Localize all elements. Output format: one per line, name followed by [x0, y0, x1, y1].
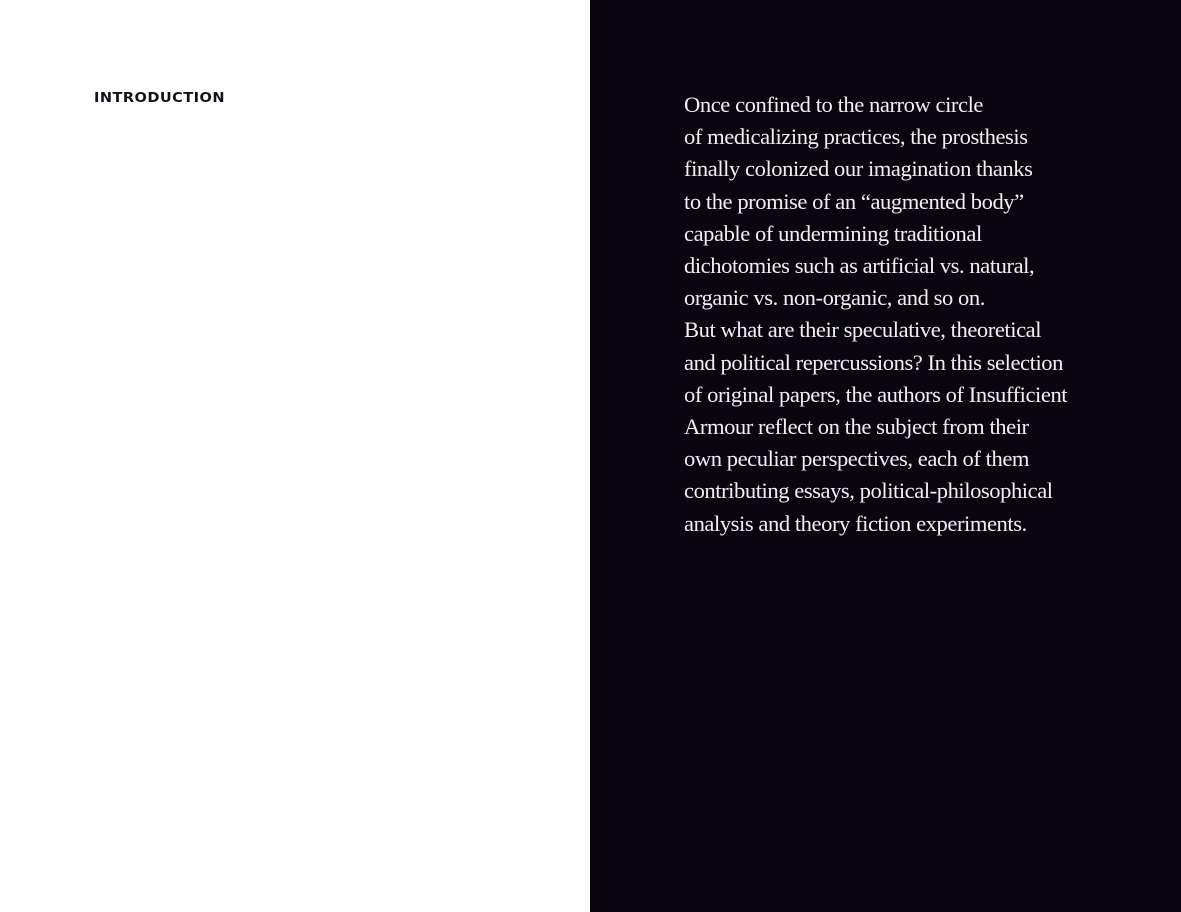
right-page: [590, 0, 1181, 912]
paragraph-line: Armour reflect on the subject from their: [684, 414, 1029, 440]
paragraph-line: own peculiar perspectives, each of them: [684, 446, 1030, 472]
paragraph-line: Once confined to the narrow circle: [684, 92, 983, 117]
paragraph-line: analysis and theory fiction experiments.: [684, 510, 1027, 536]
paragraph-line: capable of undermining traditional: [684, 220, 982, 246]
paragraph-line: organic vs. non-organic, and so on.: [684, 285, 985, 311]
section-heading: INTRODUCTION: [94, 91, 226, 106]
introduction-paragraph: [684, 89, 1154, 540]
left-page: [0, 0, 590, 912]
paragraph-line: of medicalizing practices, the prosthesis: [684, 124, 1028, 150]
paragraph-line: of original papers, the authors of Insufficient: [684, 381, 1068, 407]
paragraph-line: and political repercussions? In this selection: [684, 349, 1063, 375]
paragraph-line: dichotomies such as artificial vs. natural,: [684, 253, 1035, 279]
paragraph-line: finally colonized our imagination thanks: [684, 156, 1033, 182]
paragraph-line: contributing essays, political-philosophical: [684, 478, 1053, 504]
paragraph-line: to the promise of an “augmented body”: [684, 188, 1024, 214]
paragraph-line: But what are their speculative, theoretical: [684, 317, 1042, 343]
